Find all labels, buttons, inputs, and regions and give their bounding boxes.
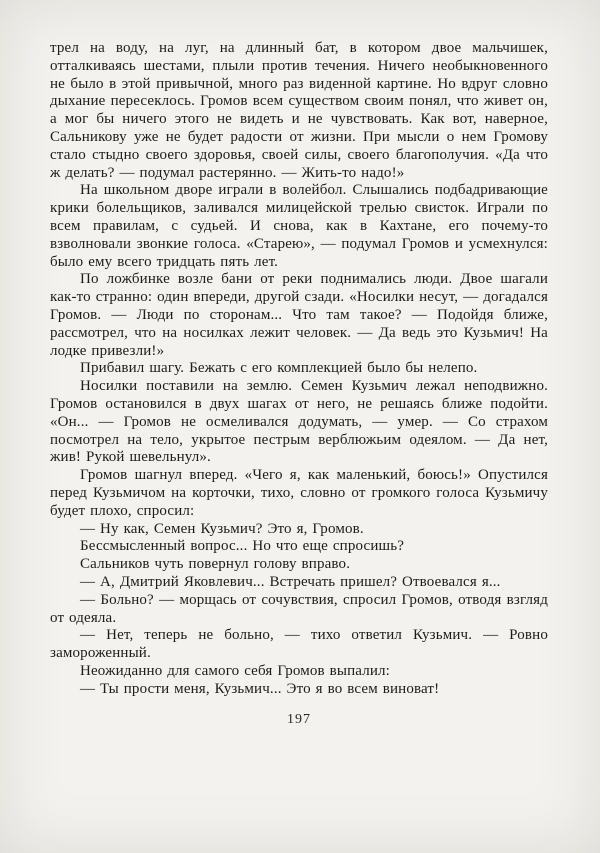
dialogue-line: — А, Дмитрий Яковлевич... Встречать пришел? Отвоевался я... xyxy=(80,573,501,590)
paragraph: Громов шагнул вперед. «Чего я, как маленький, боюсь!» Опустился перед Кузьмичом на корточки, тихо, словно от громкого голоса Кузьмичу будет плохо, спросил: xyxy=(50,467,548,519)
dialogue-line: — Ну как, Семен Кузьмич? Это я, Громов. xyxy=(80,520,364,537)
paragraph: Бессмысленный вопрос... Но что еще спросишь? xyxy=(80,538,405,555)
dialogue-line: — Нет, теперь не больно, — тихо ответил Кузьмич. — Ровно замороженный. xyxy=(50,627,548,662)
dialogue-line: — Ты прости меня, Кузьмич... Это я во всем виноват! xyxy=(80,680,440,697)
paragraph: трел на воду, на луг, на длинный бат, в котором двое мальчишек, отталкиваясь шестами, плыли против течения. Ничего необыкновенного не было в этой привычной, много раз виденной картине. Но вдруг словно дыхание пересеклось. Громов всем существом своим понял, что живет он, а мог бы ничего этого не видеть и не чувствовать. Как вот, наверное, Сальникову уже не будет радости от жизни. При мысли о нем Громову стало стыдно своего здоровья, своей силы, своего благополучия. «Да что ж делать? — подумал растерянно. — Жить-то надо!» xyxy=(50,40,548,181)
paragraph: Прибавил шагу. Бежать с его комплекцией было бы нелепо. xyxy=(80,360,478,377)
page-text xyxy=(50,40,548,698)
page-number: 197 xyxy=(287,712,311,728)
paragraph: Неожиданно для самого себя Громов выпалил: xyxy=(80,662,391,679)
paragraph: Носилки поставили на землю. Семен Кузьмич лежал неподвижно. Громов остановился в двух шагах от него, не решаясь ближе подойти. «Он... — Громов не осмеливался додумать, — умер. — Со страхом посмотрел на тело, укрытое пестрым верблюжьим одеялом. — Да нет, жив! Рукой шевельнул». xyxy=(50,378,548,466)
paragraph: По ложбинке возле бани от реки поднимались люди. Двое шагали как-то странно: один впереди, другой сзади. «Носилки несут, — догадался Громов. — Люди по сторонам... Что там такое? — Подойдя ближе, рассмотрел, что на носилках лежит человек. — Да ведь это Кузьмич! На лодке привезли!» xyxy=(50,271,548,359)
paragraph: На школьном дворе играли в волейбол. Слышались подбадривающие крики болельщиков, заливался милицейской трелью свисток. Играли по всем правилам, с судьей. И снова, как в Кахтане, его почему-то взволновали звонкие голоса. «Старею», — подумал Громов и усмехнулся: было ему всего тридцать пять лет. xyxy=(50,182,548,270)
dialogue-line: — Больно? — морщась от сочувствия, спросил Громов, отводя взгляд от одеяла. xyxy=(50,591,548,626)
paragraph: Сальников чуть повернул голову вправо. xyxy=(80,556,351,573)
